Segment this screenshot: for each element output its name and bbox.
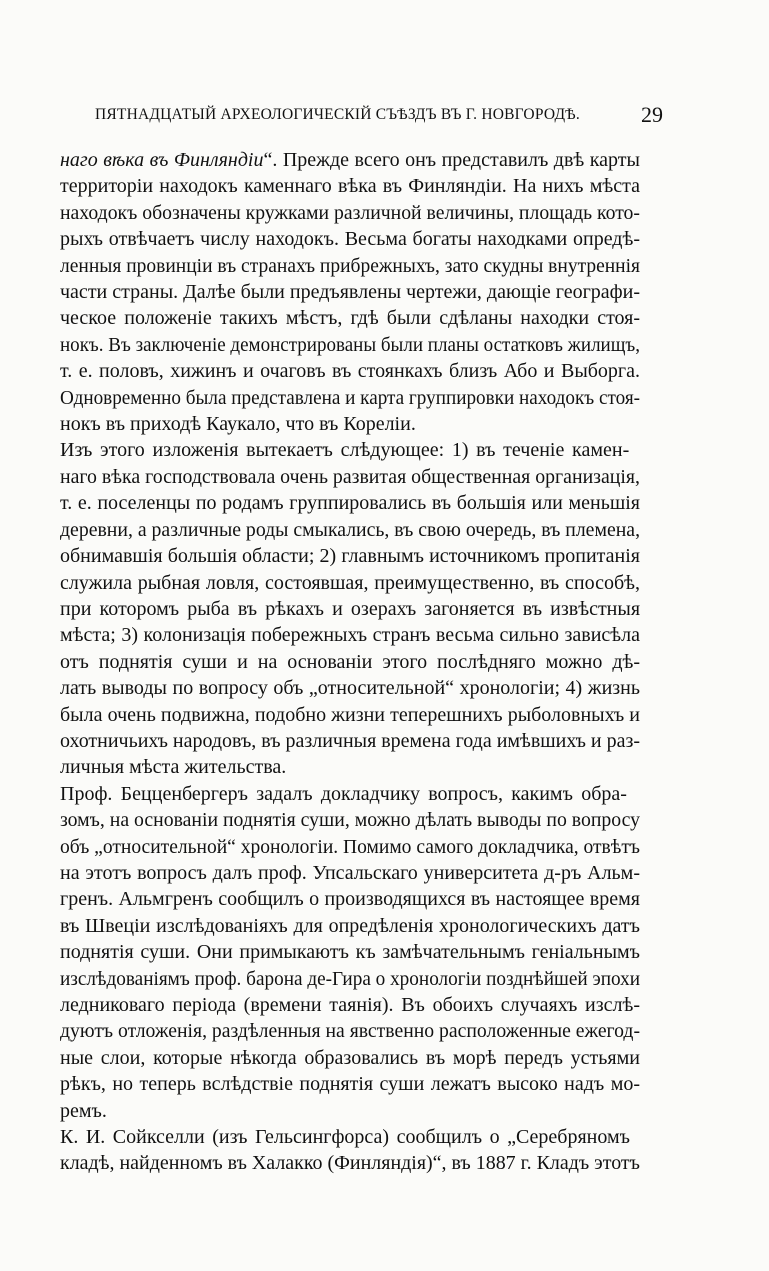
- line-text: ремъ.: [60, 1099, 107, 1122]
- line-text: была очень подвижна, подобно жизни теперешнихъ рыболовныхъ и: [60, 703, 640, 726]
- line-text: К. И. Сойкселли (изъ Гельсингфорса) сообщилъ о „Серебряномъ: [60, 1126, 630, 1149]
- line-text: гренъ. Альмгренъ сообщилъ о производящихся въ настоящее время: [60, 888, 640, 911]
- text-line: [60, 253, 641, 279]
- line-text: дуютъ отложенія, раздѣленныя на явственно расположенные ежегод-: [60, 1020, 641, 1043]
- text-line: [60, 702, 640, 728]
- line-text: Одновременно была представлена и карта группировки находокъ стоя-: [60, 386, 641, 409]
- text-line: [60, 1150, 639, 1176]
- line-text: рѣкъ, но теперь вслѣдствіе поднятія суши лежатъ высоко надъ мо-: [60, 1073, 641, 1096]
- line-text: при которомъ рыба въ рѣкахъ и озерахъ загоняется въ извѣстныя: [60, 597, 641, 620]
- text-line: [60, 437, 640, 463]
- line-text: мѣста; 3) колонизація побережныхъ странъ весьма сильно зависѣла: [60, 624, 641, 647]
- line-text: части страны. Далѣе были предъявлены чертежи, дающіе географи-: [60, 281, 640, 304]
- text-line: [60, 570, 640, 596]
- paragraph: [60, 1124, 640, 1177]
- line-text: лать выводы по вопросу объ „относительной“ хронологіи; 4) жизнь: [60, 677, 640, 700]
- line-text: служила рыбная ловля, состоявшая, преимущественно, въ способѣ,: [60, 571, 641, 594]
- line-text: рыхъ отвѣчаетъ числу находокъ. Весьма богаты находками опредѣ-: [60, 228, 641, 251]
- text-line: [60, 781, 640, 807]
- line-text: нокъ. Въ заключеніе демонстрированы были планы остатковъ жилищъ,: [60, 333, 640, 356]
- text-line: [60, 807, 641, 833]
- line-text: т. е. половъ, хижинъ и очаговъ въ стоянкахъ близъ Або и Выборга.: [60, 360, 641, 383]
- text-line: [60, 675, 640, 701]
- text-line: [60, 939, 640, 965]
- running-header: [95, 100, 665, 128]
- text-line: [60, 966, 641, 992]
- text-line: [60, 913, 640, 939]
- line-text: ные слои, которые нѣкогда образовались въ морѣ передъ устьями: [60, 1046, 640, 1069]
- text-line: [60, 543, 640, 569]
- line-text: территоріи находокъ каменнаго вѣка въ Финляндіи. На нихъ мѣста: [60, 175, 640, 198]
- text-line: [60, 147, 640, 173]
- line-text: Проф. Бецценбергеръ задалъ докладчику вопросъ, какимъ обра-: [60, 782, 627, 805]
- paragraph: [60, 781, 640, 1124]
- text-line: [60, 649, 640, 675]
- line-text: охотничьихъ народовъ, въ различныя времена года имѣвшихъ и раз-: [60, 729, 640, 752]
- page-number: 29: [641, 102, 663, 127]
- line-text: отъ поднятія суши и на основаніи этого послѣдняго можно дѣ-: [60, 650, 641, 673]
- line-text: личныя мѣста жительства.: [60, 756, 287, 779]
- line-text: ленныя провинціи въ странахъ прибрежныхъ, зато скудны внутреннія: [60, 254, 641, 277]
- text-line: [60, 754, 640, 780]
- text-line: [60, 411, 640, 437]
- line-text: поднятія суши. Они примыкаютъ къ замѣчательнымъ геніальнымъ: [60, 941, 641, 964]
- text-line: [60, 1045, 640, 1071]
- line-text: объ „относительной“ хронологіи. Помимо самого докладчика, отвѣтъ: [60, 835, 641, 858]
- text-line: [60, 358, 640, 384]
- text-line: [60, 1098, 640, 1124]
- line-text: нокъ въ приходѣ Каукало, что въ Кореліи.: [60, 413, 416, 436]
- line-text: деревни, а различные роды смыкались, въ свою очередь, въ племена,: [60, 518, 641, 541]
- line-text: находокъ обозначены кружками различной величины, площадь кото-: [60, 201, 640, 224]
- paragraph: [60, 437, 640, 780]
- paragraph: [60, 147, 640, 437]
- body-text: [60, 147, 640, 1177]
- line-text: кладѣ, найденномъ въ Халакко (Финляндія)“, въ 1887 г. Кладъ этотъ: [60, 1152, 640, 1175]
- line-text: ческое положеніе такихъ мѣстъ, гдѣ были сдѣланы находки стоя-: [60, 307, 641, 330]
- line-text: изслѣдованіямъ проф. барона де-Гира о хронологіи позднѣйшей эпохи: [60, 967, 641, 990]
- text-line: [60, 1071, 640, 1097]
- text-line: [60, 622, 640, 648]
- line-text: зомъ, на основаніи поднятія суши, можно дѣлать выводы по вопросу: [60, 809, 641, 832]
- text-line: [60, 596, 640, 622]
- text-line: [60, 728, 639, 754]
- text-line: [60, 200, 640, 226]
- line-text: ледниковаго періода (времени таянія). Въ обоихъ случаяхъ изслѣ-: [60, 994, 641, 1016]
- text-line: [60, 1018, 641, 1044]
- text-line: [60, 992, 640, 1018]
- text-line: [60, 279, 640, 305]
- italic-text: наго вѣка въ Финляндіи: [60, 149, 264, 171]
- text-line: [60, 886, 640, 912]
- text-line: [60, 385, 641, 411]
- text-line: [60, 517, 641, 543]
- text-line: [60, 332, 640, 358]
- line-text: наго вѣка господствовала очень развитая общественная организація,: [60, 465, 640, 488]
- text-line: [60, 173, 640, 199]
- text-line: [60, 226, 640, 252]
- line-text: на этотъ вопросъ далъ проф. Упсальскаго университета д-ръ Альм-: [60, 861, 640, 884]
- line-text: т. е. поселенцы по родамъ группировались въ большія или меньшія: [60, 492, 641, 515]
- text-line: [60, 834, 641, 860]
- text-line: [60, 1124, 640, 1150]
- header-title: ПЯТНАДЦАТЫЙ АРХЕОЛОГИЧЕСКІЙ СЪѢЗДЪ ВЪ Г. НОВГОРОДѢ.: [95, 106, 580, 123]
- text-line: [60, 860, 640, 886]
- text-line: [60, 464, 640, 490]
- text-line: [60, 305, 640, 331]
- text-line: [60, 490, 640, 516]
- line-text: въ Швеціи изслѣдованіяхъ для опредѣленія хронологическихъ датъ: [60, 914, 640, 937]
- line-text: обнимавшія большія области; 2) главнымъ источникомъ пропитанія: [60, 545, 640, 568]
- line-text: “. Прежде всего онъ представилъ двѣ карты: [263, 149, 640, 171]
- line-text: Изъ этого изложенія вытекаетъ слѣдующее: 1) въ теченіе камен-: [60, 439, 630, 462]
